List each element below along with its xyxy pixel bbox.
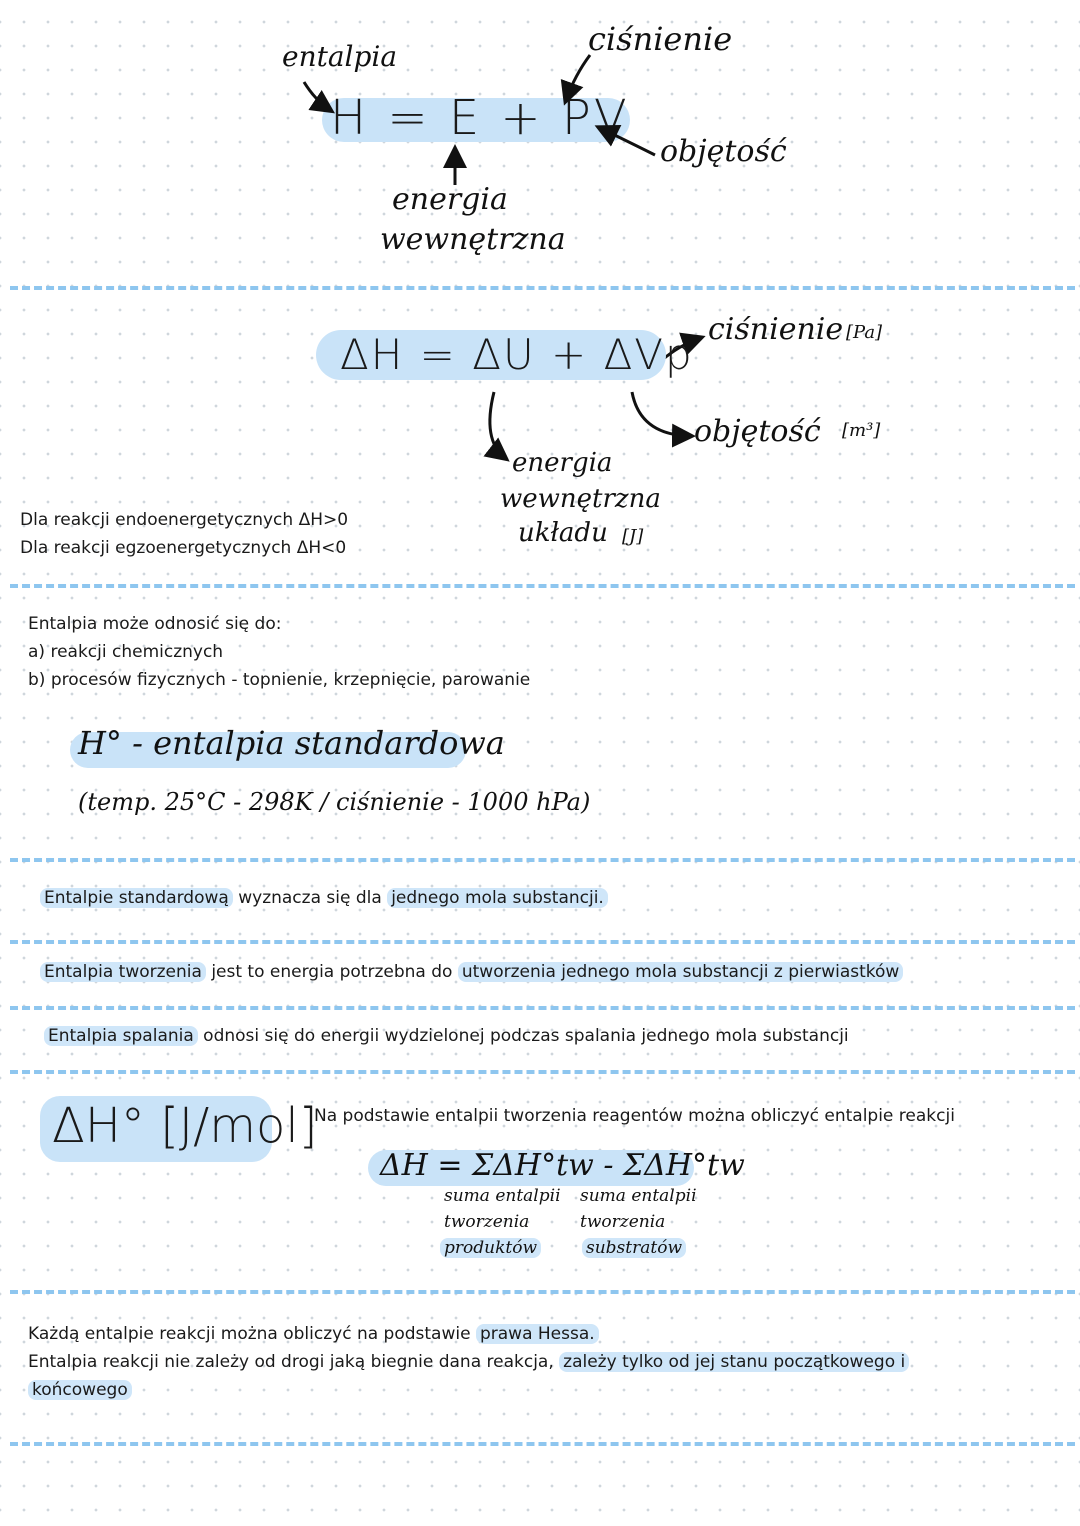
unit-m3: [m³] bbox=[842, 420, 881, 441]
text-start: Entalpia reakcji nie zależy od drogi jaką biegnie dana reakcja, bbox=[28, 1352, 560, 1372]
reaction-enthalpy-text: Na podstawie entalpii tworzenia reagentów można obliczyć entalpie reakcji bbox=[314, 1106, 955, 1126]
divider-7 bbox=[10, 1290, 1075, 1294]
arrow-energia-2 bbox=[490, 392, 505, 458]
highlight-entalpie-standardowa: Entalpie standardową bbox=[40, 888, 233, 908]
label-entalpia: entalpia bbox=[282, 40, 398, 73]
divider-5 bbox=[10, 1006, 1075, 1010]
highlight-utworzenia: utworzenia jednego mola substancji z pierwiastków bbox=[458, 962, 903, 982]
unit-box: ΔH° [J/mol] bbox=[52, 1098, 318, 1154]
divider-3 bbox=[10, 858, 1075, 862]
text-start: Każdą entalpie reakcji można obliczyć na podstawie bbox=[28, 1324, 476, 1344]
col1-line2: tworzenia bbox=[444, 1212, 530, 1232]
highlight-prawa-hessa: prawa Hessa. bbox=[476, 1324, 599, 1344]
arrow-entalpia bbox=[304, 82, 330, 110]
item-a: a) reakcji chemicznych bbox=[28, 642, 224, 662]
hess-line-1 bbox=[28, 1320, 599, 1348]
col2-line2: tworzenia bbox=[580, 1212, 666, 1232]
highlight-entalpia-tworzenia: Entalpia tworzenia bbox=[40, 962, 206, 982]
text-middle: wyznacza się dla bbox=[232, 888, 388, 908]
divider-1 bbox=[10, 286, 1075, 290]
label-objetosc-2: objętość bbox=[694, 414, 821, 449]
label-ukladu: układu bbox=[518, 518, 608, 548]
highlight-zalezy-tylko: zależy tylko od jej stanu początkowego i bbox=[559, 1352, 909, 1372]
highlight-entalpia-spalania: Entalpia spalania bbox=[44, 1026, 198, 1046]
unit-pa: [Pa] bbox=[846, 322, 883, 343]
text-rest: odnosi się do energii wydzielonej podczas spalania jednego mola substancji bbox=[197, 1026, 849, 1046]
col1-line3: produktów bbox=[440, 1238, 541, 1258]
text-middle: jest to energia potrzebna do bbox=[205, 962, 458, 982]
label-cisnienie-2: ciśnienie bbox=[708, 312, 844, 347]
highlight-koncowego: końcowego bbox=[28, 1380, 132, 1400]
standard-conditions: (temp. 25°C - 298K / ciśnienie - 1000 hPa) bbox=[78, 788, 591, 816]
formula-delta-h: ΔH = ΔU + ΔVp bbox=[340, 330, 694, 379]
standard-enthalpy-line bbox=[40, 884, 608, 912]
arrow-objetosc-2 bbox=[632, 392, 690, 436]
item-b: b) procesów fizycznych - topnienie, krzepnięcie, parowanie bbox=[28, 670, 531, 690]
col2-line1: suma entalpii bbox=[580, 1186, 697, 1206]
hess-line-3 bbox=[28, 1376, 132, 1404]
label-objetosc: objętość bbox=[660, 134, 787, 169]
arrow-objetosc bbox=[600, 128, 655, 155]
standard-title: H° - entalpia standardowa bbox=[78, 724, 505, 762]
divider-4 bbox=[10, 940, 1075, 944]
col1-line1: suma entalpii bbox=[444, 1186, 561, 1206]
label-energia-2: energia bbox=[512, 448, 613, 478]
label-cisnienie: ciśnienie bbox=[588, 20, 733, 58]
formula-h-e-pv: H = E + PV bbox=[330, 90, 630, 146]
formation-enthalpy-line bbox=[40, 958, 903, 986]
highlight-jednego-mola: jednego mola substancji. bbox=[387, 888, 608, 908]
divider-6 bbox=[10, 1070, 1075, 1074]
combustion-enthalpy-line bbox=[44, 1022, 849, 1050]
label-wewnetrzna-2: wewnętrzna bbox=[500, 484, 661, 514]
hess-line-2 bbox=[28, 1348, 1068, 1376]
label-wewnetrzna: wewnętrzna bbox=[380, 222, 566, 257]
divider-8 bbox=[10, 1442, 1075, 1446]
line-endo: Dla reakcji endoenergetycznych ΔH>0 bbox=[20, 510, 349, 530]
divider-2 bbox=[10, 584, 1075, 588]
col2-line3: substratów bbox=[582, 1238, 686, 1258]
formula-sum: ΔH = ΣΔH°tw - ΣΔH°tw bbox=[380, 1148, 745, 1183]
label-energia: energia bbox=[392, 182, 508, 217]
unit-j: [J] bbox=[622, 526, 644, 547]
arrow-cisnienie bbox=[566, 55, 590, 100]
intro-line: Entalpia może odnosić się do: bbox=[28, 614, 282, 634]
line-egzo: Dla reakcji egzoenergetycznych ΔH<0 bbox=[20, 538, 347, 558]
